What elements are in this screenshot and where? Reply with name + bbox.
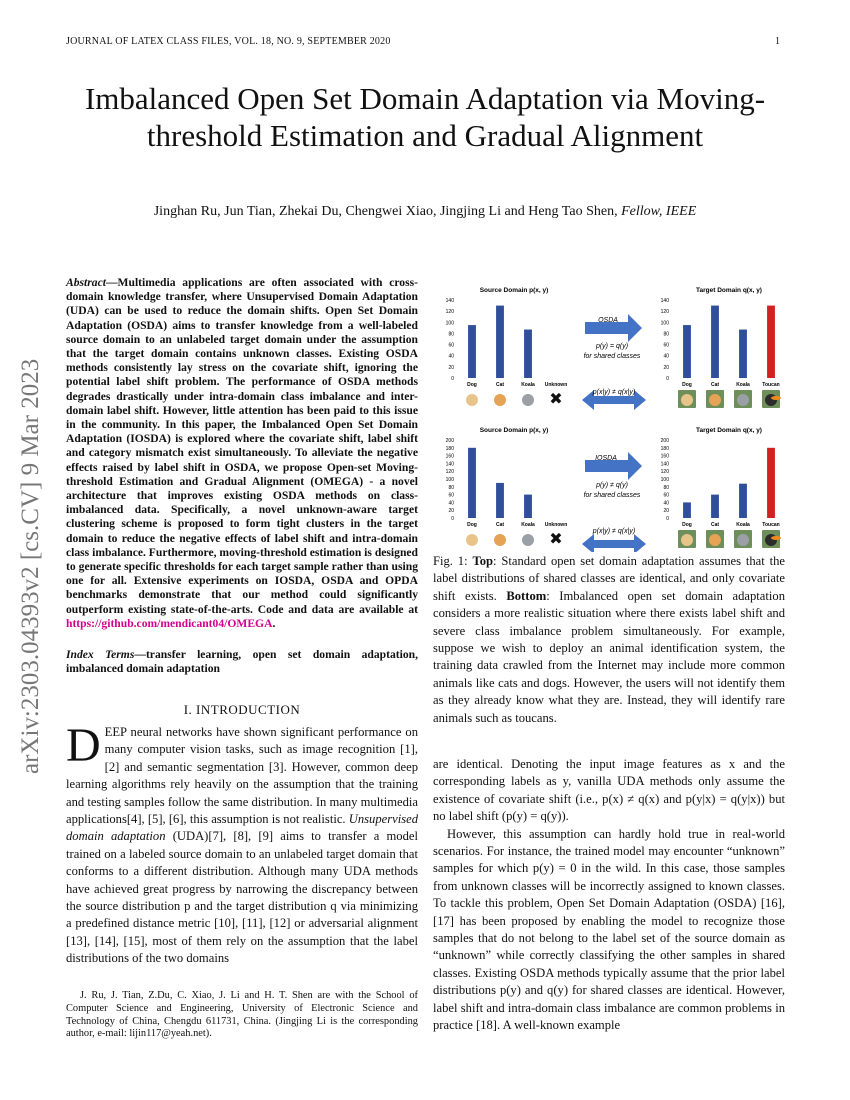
intro-right-column (433, 756, 785, 1035)
y-tick-label: 80 (663, 331, 669, 338)
y-tick-label: 100 (660, 477, 669, 483)
x-tick-label: Dog (467, 382, 477, 388)
y-tick-label: 60 (663, 492, 669, 499)
iosda-arrow-sub: for shared classes (583, 492, 641, 499)
caption-top-label: Top (472, 554, 493, 568)
x-tick-label: Toucan (762, 382, 780, 388)
bar-cat (496, 306, 504, 378)
index-terms-label: Index Terms (66, 648, 135, 661)
x-tick-label: Cat (710, 382, 720, 388)
intro-p1: EEP neural networks have shown significant performance on many computer vision tasks, such as image recognition [1], [2] and semantic segmentation [3]. However, common deep learning algorithms rely heavily on the assumption that the training and testing samples follow the same distribution. In many multimedia applications[4], [5], [6], this assumption is not realistic. (66, 725, 418, 827)
y-tick-label: 40 (448, 353, 454, 360)
bar-koala (524, 495, 532, 518)
abstract (66, 276, 418, 631)
animal-figure-toucan-icon (765, 534, 777, 546)
y-tick-label: 0 (451, 516, 454, 522)
animal-figure-koala-icon (737, 534, 749, 546)
animal-figure-dog-icon (466, 534, 478, 546)
y-tick-label: 120 (445, 309, 454, 316)
caption-top-text: : Standard open set domain adaptation assumes that the label distributions of shared classes are identical, and only covariate shift exists. (433, 554, 785, 603)
x-tick-label: Unknown (544, 382, 568, 388)
y-tick-label: 80 (448, 484, 454, 491)
figure-1 (430, 282, 790, 552)
intro-uda-term: Unsupervised domain adaptation (66, 812, 418, 844)
abstract-text: —Multimedia applications are often associated with cross-domain knowledge transfer, where Unsupervised Domain Adaptation (UDA) can be used to reduce the domain shifts. Open Set Domain Adaptation (OSDA) aims to transfer knowledge from a well-labeled source domain to an unlabeled target domain under the assumption that the target domain contains unknown classes. Existing OSDA methods consistently lay stress on the covariate shift, ignoring the potential label shift problem. The performance of OSDA methods degrades drastically under intra-domain class imbalance and inter-domain label shift. However, little attention has been paid to this issue in the community. In this paper, the Imbalanced Open Set Domain Adaptation (IOSDA) is explored where the covariate shift, label shift and category mismatch exist simultaneously. To alleviate the negative effects raised by label shift in OSDA, we propose Open-set Moving-threshold Estimation and Gradual Alignment (OMEGA) - a novel architecture that improves existing OSDA methods on class-imbalanced data. Specifically, a novel unknown-aware target clustering scheme is proposed to form tight clusters in the target domain to reduce the negative effects of label shift and intra-domain class imbalance. Furthermore, moving-threshold estimation is designed to generate specific thresholds for each target sample rather than using one for all. Extensive experiments on IOSDA, OSDA and OPDA benchmarks demonstrate that our method could significantly outperform existing state-of-the-arts. Code and data are available at (66, 276, 418, 616)
unknown-cross-icon: ✖ (549, 531, 563, 548)
bar-koala (739, 330, 747, 378)
chart-title: Source Domain p(x, y) (479, 287, 549, 294)
y-tick-label: 140 (445, 461, 454, 468)
x-tick-label: Toucan (762, 522, 780, 528)
bar-cat (496, 483, 504, 518)
page-number: 1 (775, 36, 780, 47)
chart-panel-3 (446, 427, 568, 548)
intro-right-p1: are identical. Denoting the input image features as x and the corresponding labels as y, vanilla UDA methods only assume the existence of covariate shift (i.e., p(x) ≠ q(x) and p(y|x) = q(y|x)) but no label shift (p(y) = q(y)). (433, 757, 785, 824)
animal-figure-koala-icon (522, 534, 534, 546)
chart-panel-1 (446, 287, 568, 408)
y-tick-label: 80 (663, 484, 669, 491)
bar-toucan (767, 306, 775, 378)
authors-suffix: Fellow, IEEE (621, 204, 697, 219)
y-tick-label: 20 (448, 364, 454, 371)
toucan-beak-icon (771, 536, 781, 540)
toucan-beak-icon (771, 396, 781, 400)
x-tick-label: Cat (710, 522, 720, 528)
x-tick-label: Cat (495, 382, 505, 388)
x-tick-label: Dog (467, 522, 477, 528)
y-tick-label: 180 (445, 445, 454, 452)
intro-p1-rest: (UDA)[7], [8], [9] aims to transfer a model trained on a labeled source domain to an unlabeled target domain that conforms to a different distribution. Although many UDA methods have achieved great progress by narrowing the discrepancy between the source distribution p and the target distribution q via minimizing a predefined distance metric [10], [11], [12] or adversarial alignment [13], [14], [15], most of them rely on the assumption that the label distributions of the two domains (66, 829, 418, 966)
y-tick-label: 60 (663, 342, 669, 349)
y-tick-label: 120 (660, 469, 669, 476)
bottom-double-arrow (582, 528, 646, 552)
top-double-arrow-eq: p(x|y) ≠ q(x|y) (592, 389, 636, 396)
animal-figure-cat-icon (494, 394, 506, 406)
y-tick-label: 160 (660, 453, 669, 460)
intro-right-p2: However, this assumption can hardly hold true in real-world scenarios. For instance, the trained model may encounter “unknown” samples for which p(y) = 0 in the wild. In this case, those samples from unknown classes will be incorrectly assigned to known classes. To tackle this problem, Open Set Domain Adaptation (OSDA) [16], [17] has been proposed by enabling the model to recognize those samples that do not belong to the label set of the source domain as “unknown” while correctly classifying the other samples in shared classes. Existing OSDA methods typically assume that the prior label distributions p(y) and q(y) for shared classes are identical. However, label shift and intra-domain class imbalance are common problems in practice [18]. A well-known example (433, 826, 785, 1033)
section-heading: I. INTRODUCTION (183, 702, 301, 717)
bar-toucan (767, 448, 775, 518)
animal-figure-koala-icon (737, 394, 749, 406)
chart-panel-2 (661, 287, 781, 408)
y-tick-label: 180 (660, 445, 669, 452)
chart-title: Target Domain q(x, y) (696, 287, 762, 294)
iosda-arrow-label: IOSDA (595, 455, 617, 462)
bar-dog (468, 325, 476, 378)
x-tick-label: Dog (682, 522, 692, 528)
bar-dog (683, 325, 691, 378)
x-tick-label: Koala (736, 522, 750, 528)
y-tick-label: 20 (663, 364, 669, 371)
bar-cat (711, 306, 719, 378)
osda-arrow-eq: p(y) = q(y) (595, 343, 629, 350)
y-tick-label: 20 (663, 508, 669, 515)
y-tick-label: 40 (663, 353, 669, 360)
abstract-end: . (272, 616, 276, 630)
y-tick-label: 140 (445, 298, 454, 304)
code-link[interactable]: https://github.com/mendicant04/OMEGA (66, 616, 273, 630)
bar-dog (683, 502, 691, 518)
caption-bottom-text: : Imbalanced open set domain adaptation considers a more realistic situation where there exists label shift and severe class imbalance problem simultaneously. For example, suppose we wish to deploy an animal identification system, the training data crawled from the Internet may include more common animals like cats and dogs. However, the users will not identify them as they already know what they are. Instead, they will identify rare animals such as toucans. (433, 588, 785, 725)
iosda-arrow-eq: p(y) ≠ q(y) (596, 482, 628, 489)
y-tick-label: 160 (445, 453, 454, 460)
animal-figure-koala-icon (522, 394, 534, 406)
y-tick-label: 200 (660, 438, 669, 444)
y-tick-label: 0 (666, 516, 669, 522)
y-tick-label: 120 (445, 469, 454, 476)
animal-figure-dog-icon (681, 394, 693, 406)
authors: Jinghan Ru, Jun Tian, Zhekai Du, Chengwei Xiao, Jingjing Li and Heng Tao Shen, (153, 204, 618, 219)
x-tick-label: Unknown (544, 522, 568, 528)
caption-prefix: Fig. 1: (433, 554, 473, 568)
index-terms (66, 648, 418, 676)
y-tick-label: 100 (445, 477, 454, 483)
chart-title: Source Domain p(x, y) (479, 427, 549, 434)
paper-title: Imbalanced Open Set Domain Adaptation via Moving-threshold Estimation and Gradual Alignment (84, 81, 766, 153)
figure-caption (433, 553, 785, 727)
y-tick-label: 0 (451, 376, 454, 382)
x-tick-label: Cat (495, 522, 505, 528)
author-list (60, 204, 790, 220)
animal-figure-cat-icon (709, 534, 721, 546)
y-tick-label: 100 (445, 320, 454, 327)
bottom-double-arrow-eq: p(x|y) ≠ q(x|y) (592, 528, 636, 535)
osda-arrow-sub: for shared classes (583, 353, 641, 360)
abstract-label: Abstract (66, 276, 106, 289)
intro-left-column (66, 719, 418, 968)
y-tick-label: 140 (660, 298, 669, 304)
y-tick-label: 200 (445, 438, 454, 444)
y-tick-label: 80 (448, 331, 454, 338)
chart-title: Target Domain q(x, y) (696, 427, 762, 434)
bar-dog (468, 448, 476, 518)
bar-cat (711, 495, 719, 518)
bar-koala (524, 330, 532, 378)
animal-figure-dog-icon (681, 534, 693, 546)
chart-panel-4 (661, 427, 781, 548)
unknown-cross-icon: ✖ (549, 391, 563, 408)
bar-koala (739, 484, 747, 518)
x-tick-label: Koala (521, 382, 535, 388)
iosda-arrow (584, 452, 642, 499)
arxiv-stamp-text: arXiv:2303.04393v2 [cs.CV] 9 Mar 2023 (17, 358, 44, 774)
osda-arrow-label: OSDA (598, 317, 618, 324)
y-tick-label: 60 (448, 342, 454, 349)
index-terms-text: —transfer learning, open set domain adaptation, imbalanced domain adaptation (66, 648, 418, 676)
y-tick-label: 20 (448, 508, 454, 515)
animal-figure-cat-icon (494, 534, 506, 546)
caption-bottom-label: Bottom (506, 588, 547, 603)
osda-arrow (584, 314, 642, 360)
y-tick-label: 40 (448, 500, 454, 507)
footnote (66, 990, 418, 1041)
animal-figure-cat-icon (709, 394, 721, 406)
top-double-arrow (582, 389, 646, 410)
y-tick-label: 0 (666, 376, 669, 382)
y-tick-label: 140 (660, 461, 669, 468)
y-tick-label: 100 (660, 320, 669, 327)
x-tick-label: Koala (736, 382, 750, 388)
animal-figure-dog-icon (466, 394, 478, 406)
arxiv-stamp (8, 296, 48, 776)
x-tick-label: Koala (521, 522, 535, 528)
y-tick-label: 40 (663, 500, 669, 507)
running-header: JOURNAL OF LATEX CLASS FILES, VOL. 18, NO. 9, SEPTEMBER 2020 (66, 36, 391, 47)
x-tick-label: Dog (682, 382, 692, 388)
y-tick-label: 60 (448, 492, 454, 499)
footnote-text: J. Ru, J. Tian, Z.Du, C. Xiao, J. Li and H. T. Shen are with the School of Computer Science and Engineering, University of Electronic Science and Technology of China, Chengdu 611731, China. (Jingjing Li is the corresponding author, e-mail: lijin117@yeah.net). (66, 990, 418, 1040)
animal-figure-toucan-icon (765, 394, 777, 406)
drop-cap: D (66, 719, 101, 772)
y-tick-label: 120 (660, 309, 669, 316)
